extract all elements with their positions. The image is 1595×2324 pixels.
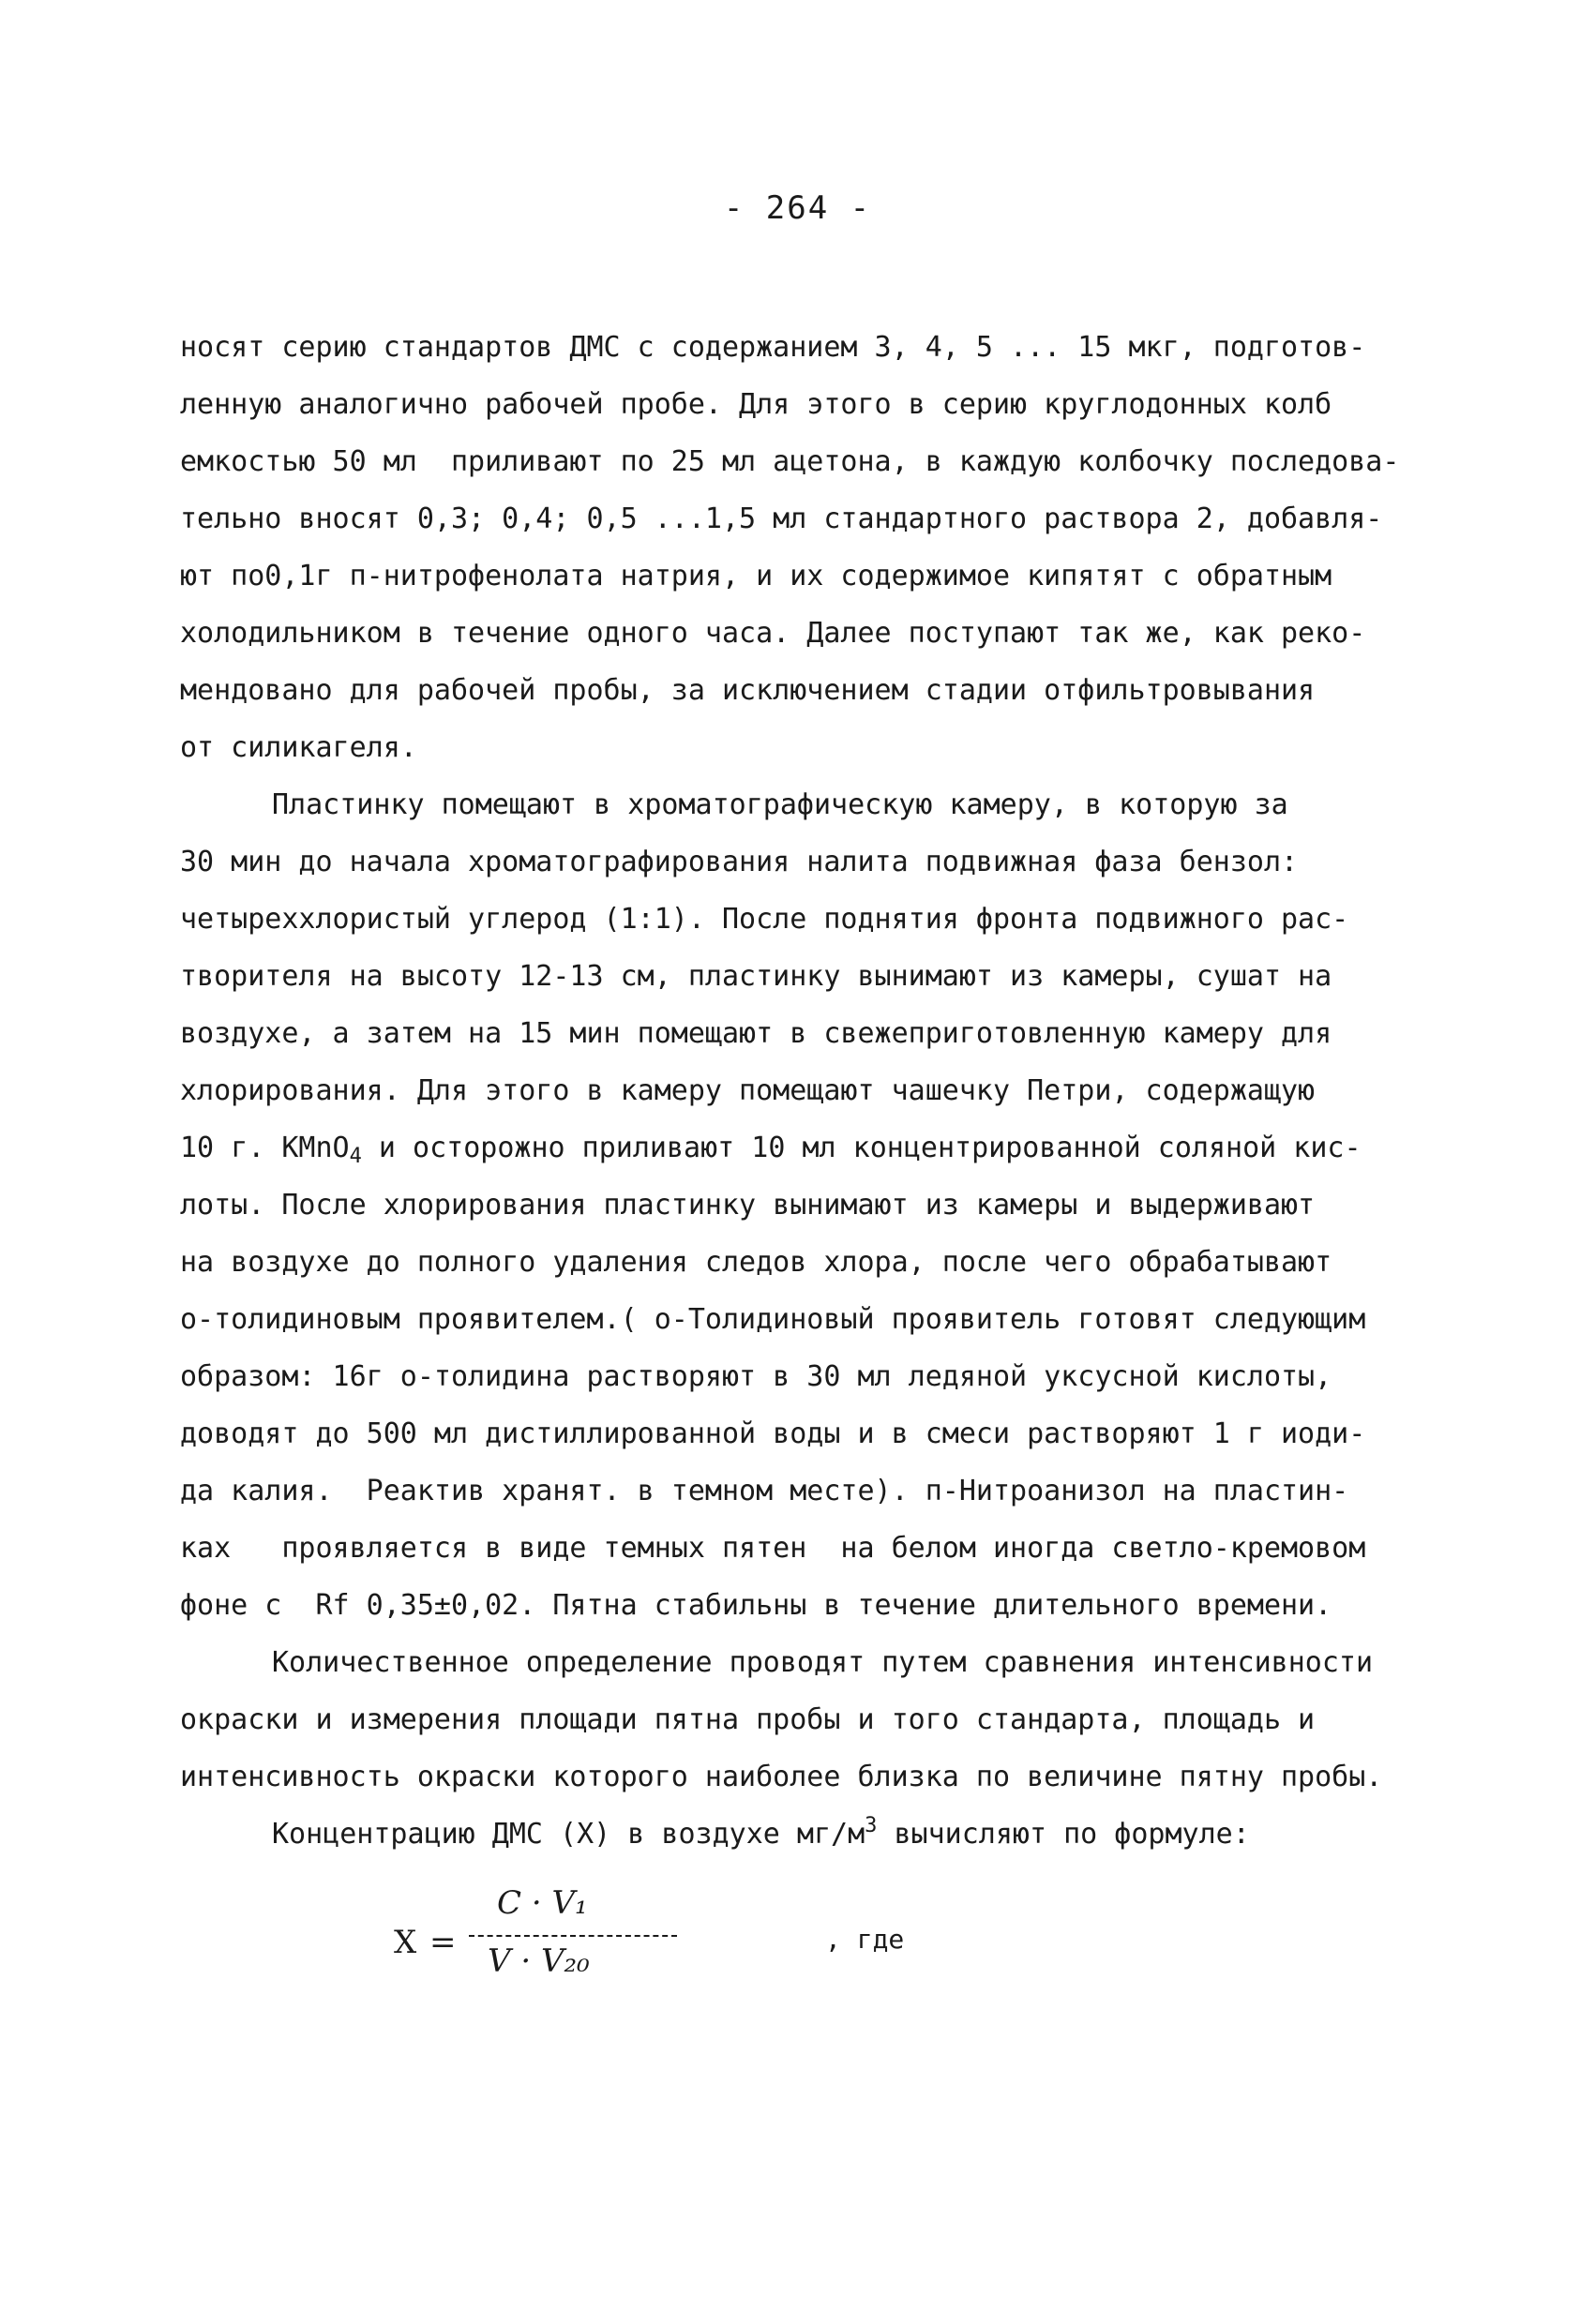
text-line [180,1119,1437,1177]
formula-intro-tail: вычисляют по формуле: [877,1818,1250,1851]
text-line: 30 мин до начала хроматографирования налита подвижная фаза бензол: [180,846,1299,878]
formula-lhs: X [394,1924,417,1961]
text-line: да калия. Реактив хранят. в темном месте). п-Нитроанизол на пластин- [180,1475,1349,1507]
text-line: четыреххлористый углерод (1:1). После поднятия фронта подвижного рас- [180,903,1349,936]
formula-intro-text: Концентрацию ДМС (X) в воздухе мг/м [272,1818,865,1851]
text-line: доводят до 500 мл дистиллированной воды и в смеси растворяют 1 г иоди- [180,1417,1366,1450]
formula-denominator: V · V₂₀ [488,1942,590,1980]
text-line: о-толидиновым проявителем.( о-Толидиновый проявитель готовят следующим [180,1303,1366,1336]
text-line: лоты. После хлорирования пластинку вынимают из камеры и выдерживают [180,1189,1316,1222]
page-number: - 264 - [723,189,872,227]
text-line: образом: 16г о-толидина растворяют в 30 мл ледяной уксусной кислоты, [180,1360,1332,1393]
paragraph-1 [180,319,1437,776]
units-superscript: 3 [865,1814,878,1837]
text-line: творителя на высоту 12-13 см, пластинку вынимают из камеры, сушат на [180,960,1332,993]
concentration-formula [394,1884,1003,2006]
text-line: емкостью 50 мл приливают по 25 мл ацетона, в каждую колбочку последова- [180,445,1400,478]
text-line: воздухе, а затем на 15 мин помещают в свежеприготовленную камеру для [180,1017,1332,1050]
kmno4-subscript: 4 [349,1145,362,1168]
document-body [180,319,1437,1863]
text-line: Пластинку помещают в хроматографическую камеру, в которую за [272,788,1288,821]
paragraph-3 [180,1634,1437,1806]
kmno4-line-part: и осторожно приливают 10 мл концентрированной соляной кис- [361,1132,1362,1164]
text-line: хлорирования. Для этого в камеру помещают чашечку Петри, содержащую [180,1074,1316,1107]
text-line: окраски и измерения площади пятна пробы и того стандарта, площадь и [180,1703,1316,1736]
text-line: мендовано для рабочей пробы, за исключением стадии отфильтровывания [180,674,1316,707]
kmno4-line-part: 10 г. KMnO [180,1132,350,1164]
text-line: интенсивность окраски которого наиболее близка по величине пятну пробы. [180,1761,1383,1793]
fraction-bar [469,1935,677,1937]
text-line: тельно вносят 0,3; 0,4; 0,5 ...1,5 мл стандартного раствора 2, добавля- [180,502,1383,535]
text-line: на воздухе до полного удаления следов хлора, после чего обрабатывают [180,1246,1332,1279]
text-line: ленную аналогично рабочей пробе. Для этого в серию круглодонных колб [180,388,1332,421]
formula-numerator: C · V₁ [497,1884,588,1922]
paragraph-2 [180,776,1437,1634]
paragraph-4 [180,1806,1437,1863]
text-line: от силикагеля. [180,731,417,764]
text-line: ют по0,1г п-нитрофенолата натрия, и их содержимое кипятят с обратным [180,560,1332,592]
formula-equals: = [429,1924,457,1961]
text-line: фоне с Rf 0,35±0,02. Пятна стабильны в течение длительного времени. [180,1589,1332,1622]
text-line: Количественное определение проводят путем сравнения интенсивности [272,1646,1373,1679]
text-line: холодильником в течение одного часа. Далее поступают так же, как реко- [180,617,1366,650]
text-line: ках проявляется в виде темных пятен на белом иногда светло-кремовом [180,1532,1366,1565]
formula-where: , где [825,1924,905,1955]
text-line: носят серию стандартов ДМС с содержанием 3, 4, 5 ... 15 мкг, подготов- [180,331,1366,364]
